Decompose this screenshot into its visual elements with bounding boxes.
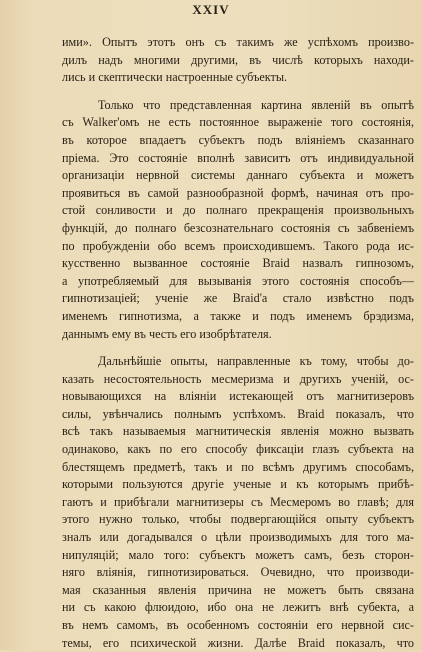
text-line: ни съ какою флюидою, ибо она не лежитъ внѣ субекта, а [62,600,414,615]
paragraph-2 [62,97,414,343]
text-line: силы, увѣнчались полнымъ успѣхомъ. Braid показалъ, что [62,406,414,421]
text-line: именемъ гипнотизма, а также и подъ именемъ брэдизма, [62,308,414,323]
text-line: которыми пользуются другіе ученые и къ которымъ прибѣ- [62,477,414,492]
text-line: въ немъ самомъ, въ особенномъ состояніи его нервной сис- [62,618,414,632]
text-line: новывающихся на вліяніи истекающей отъ магнитизеровъ [62,389,414,404]
text-line: функцій, до полнаго безсознательнаго состоянія съ забвеніемъ [62,220,414,235]
text-line: нипуляцій; мало того: субъектъ можетъ самъ, безъ сторон- [62,547,414,562]
text-line: лись и скептически настроенные субъекты. [62,70,288,85]
text-line: этого нужно только, чтобы подвергающійся опыту субъектъ [62,512,414,527]
paragraph-1 [62,34,414,87]
body-text [62,34,414,652]
text-line: всѣ такъ называемыя магнитическія явленія можно вызвать [62,424,414,439]
text-line: гипнотизаціей; ученіе же Braid'а стало извѣстно подъ [62,291,414,306]
text-line: блестящемъ предметѣ, такъ и по всѣмъ другимъ способамъ, [62,459,414,474]
text-line: по пробужденіи обо всемъ происходившемъ. Такого рода ис- [62,238,414,253]
text-line: Дальнѣйшіе опыты, направленные къ тому, чтобы до- [98,354,414,369]
text-line: зналъ или догадывался о цѣли производимыхъ для того ма- [62,530,414,545]
text-line: пріема. Это состояніе вполнѣ зависитъ отъ индивидуальной [62,150,414,165]
text-line: Только что представленная картина явленій въ опытѣ [98,97,414,112]
text-line: ими». Опытъ этотъ онъ съ такимъ же успѣхомъ произво- [62,35,414,49]
text-line: проявиться въ самой разнообразной формѣ, начиная отъ про- [62,185,414,200]
text-line: темы, его психической жизни. Далѣе Braid показалъ, что [62,635,414,650]
text-line: стой сонливости и до полнаго прекращенія произвольныхъ [62,203,414,218]
text-line: кусственно вызванное состояніе Braid назвалъ гипнозомъ, [62,256,414,271]
text-line: а употребляемый для вызыванія этого состоянія способъ— [62,273,414,288]
text-line: гаютъ и прибѣгали магнитизеры съ Месмеромъ во главѣ; для [62,494,414,509]
text-line: казать несостоятельность месмеризма и другихъ ученій, ос- [62,371,414,386]
text-line: организаціи нервной системы даннаго субъекта и можетъ [62,168,414,183]
page-number: XXIV [192,2,230,17]
text-line: съ Walker'омъ не есть постоянное выраженіе того состоянія, [62,115,414,130]
paragraph-3 [62,353,414,652]
text-line: одинаково, какъ по его способу фиксаціи глазъ субъекта на [62,442,414,457]
text-line: мая сказанныя явленія причина не можетъ быть связана [62,582,414,597]
text-line: даннымъ ему въ честь его изобрѣтателя. [62,326,272,341]
text-line: няго вліянія, гипнотизироваться. Очевидно, что производи- [62,565,414,580]
text-line: въ которое впадаетъ субъектъ подъ вліяніемъ сказаннаго [62,132,414,147]
text-line: дилъ надъ многими другими, въ числѣ которыхъ находи- [62,52,414,67]
